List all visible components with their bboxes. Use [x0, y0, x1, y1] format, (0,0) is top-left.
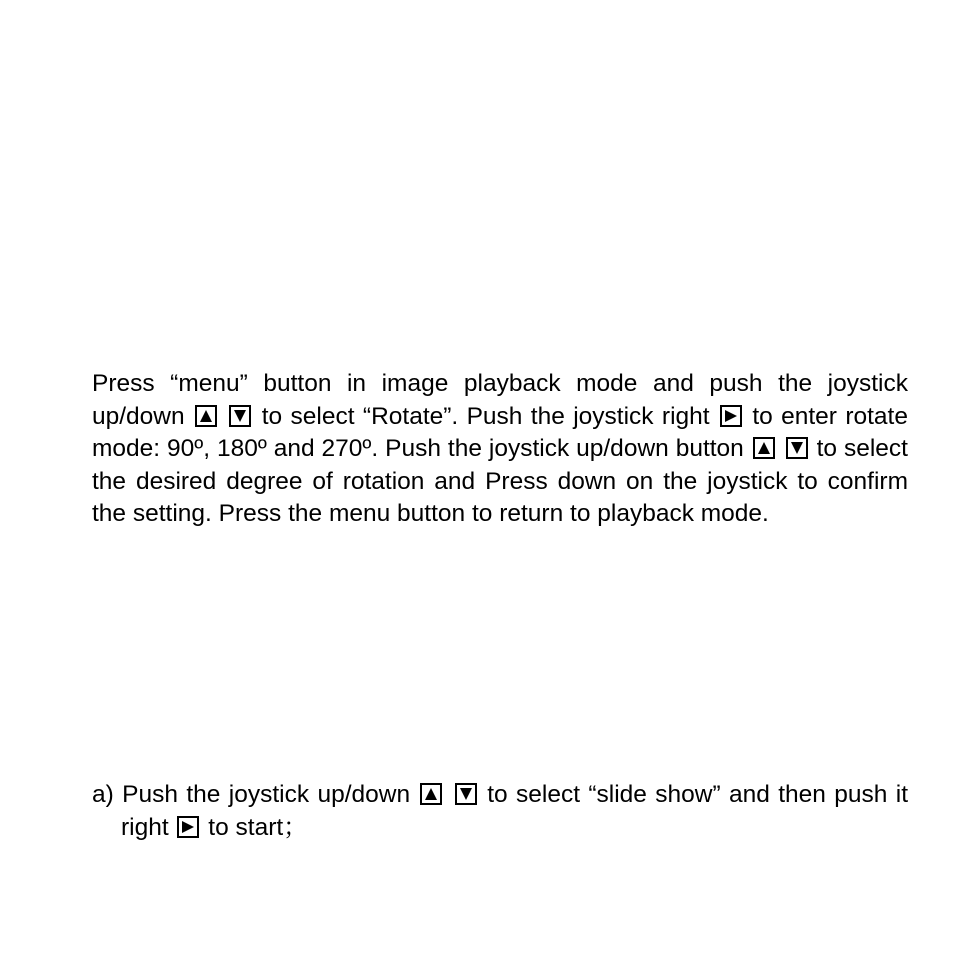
rotate-text-3: to enter rotate mode: 90º, 180º and 270º. Push the joystick up/down button — [92, 402, 908, 463]
right-triangle-icon — [720, 405, 742, 427]
rotate-instructions — [92, 368, 908, 531]
list-marker: a) — [92, 781, 123, 808]
slideshow-step-a — [92, 779, 908, 844]
up-triangle-icon — [195, 405, 217, 427]
slideshow-text-2: to select “slide show” and then push it right — [121, 781, 909, 841]
slideshow-text-1: Push the joystick up/down — [122, 781, 419, 808]
rotate-text-2: to select “Rotate”. Push the joystick right — [253, 402, 718, 430]
right-triangle-icon — [177, 816, 199, 838]
down-triangle-icon — [455, 783, 477, 805]
up-triangle-icon — [420, 783, 442, 805]
rotate-text-4: to select the desired degree of rotation and Press down on the joystick to confirm the setting. Press the menu button to return to playback mode. — [92, 435, 908, 528]
slideshow-text-3: to start； — [201, 813, 308, 841]
down-triangle-icon — [229, 405, 251, 427]
down-triangle-icon — [786, 437, 808, 459]
up-triangle-icon — [753, 437, 775, 459]
rotate-text-1: Press “menu” button in image playback mode and push the joystick up/down — [92, 370, 908, 430]
